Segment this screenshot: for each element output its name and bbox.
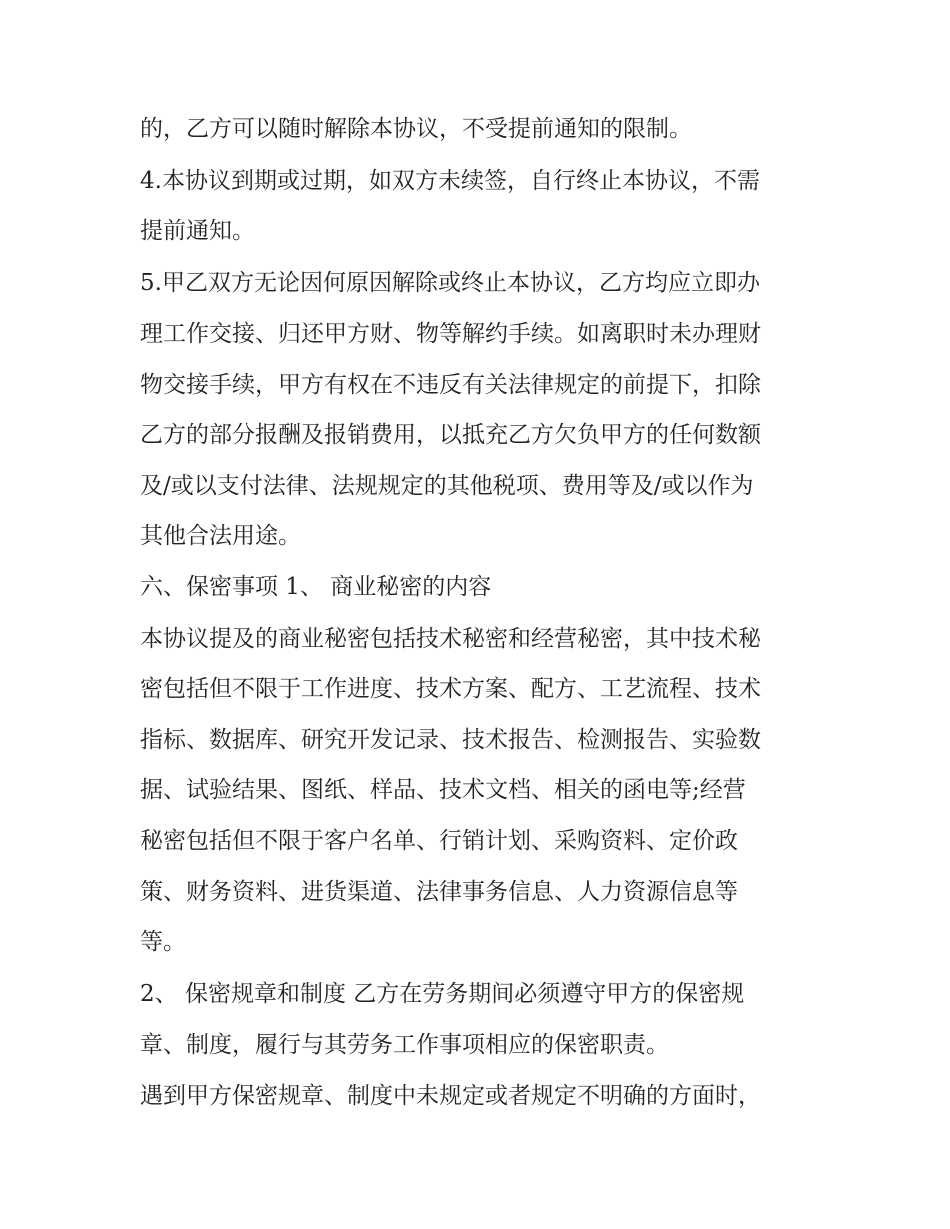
text-line: 其他合法用途。	[140, 523, 301, 549]
text-line: 及/或以支付法律、法规规定的其他税项、费用等及/或以作为	[140, 473, 754, 499]
section-heading: 六、保密事项 1、 商业秘密的内容	[140, 574, 492, 600]
text-line: 5.甲乙双方无论因何原因解除或终止本协议，乙方均应立即办	[140, 270, 760, 296]
text-line: 密包括但不限于工作进度、技术方案、配方、工艺流程、技术	[140, 676, 761, 702]
text-line: 物交接手续，甲方有权在不违反有关法律规定的前提下，扣除	[140, 372, 761, 398]
text-line: 指标、数据库、研究开发记录、技术报告、检测报告、实验数	[140, 727, 761, 753]
text-line: 秘密包括但不限于客户名单、行销计划、采购资料、定价政	[140, 828, 738, 854]
text-line: 2、 保密规章和制度 乙方在劳务期间必须遵守甲方的保密规	[140, 981, 745, 1007]
text-line: 理工作交接、归还甲方财、物等解约手续。如离职时未办理财	[140, 321, 761, 347]
text-line: 策、财务资料、进货渠道、法律事务信息、人力资源信息等	[140, 879, 738, 905]
text-line: 提前通知。	[140, 218, 255, 244]
text-line: 遇到甲方保密规章、制度中未规定或者规定不明确的方面时，	[140, 1083, 761, 1109]
text-line: 据、试验结果、图纸、样品、技术文档、相关的函电等;经营	[140, 777, 746, 803]
text-line: 本协议提及的商业秘密包括技术秘密和经营秘密，其中技术秘	[140, 626, 761, 652]
text-line: 4.本协议到期或过期，如双方未续签，自行终止本协议，不需	[140, 168, 760, 194]
text-line: 等。	[140, 929, 186, 955]
text-line: 章、制度，履行与其劳务工作事项相应的保密职责。	[140, 1032, 669, 1058]
text-line: 的，乙方可以随时解除本协议，不受提前通知的限制。	[140, 116, 692, 142]
text-line: 乙方的部分报酬及报销费用，以抵充乙方欠负甲方的任何数额	[140, 422, 761, 448]
